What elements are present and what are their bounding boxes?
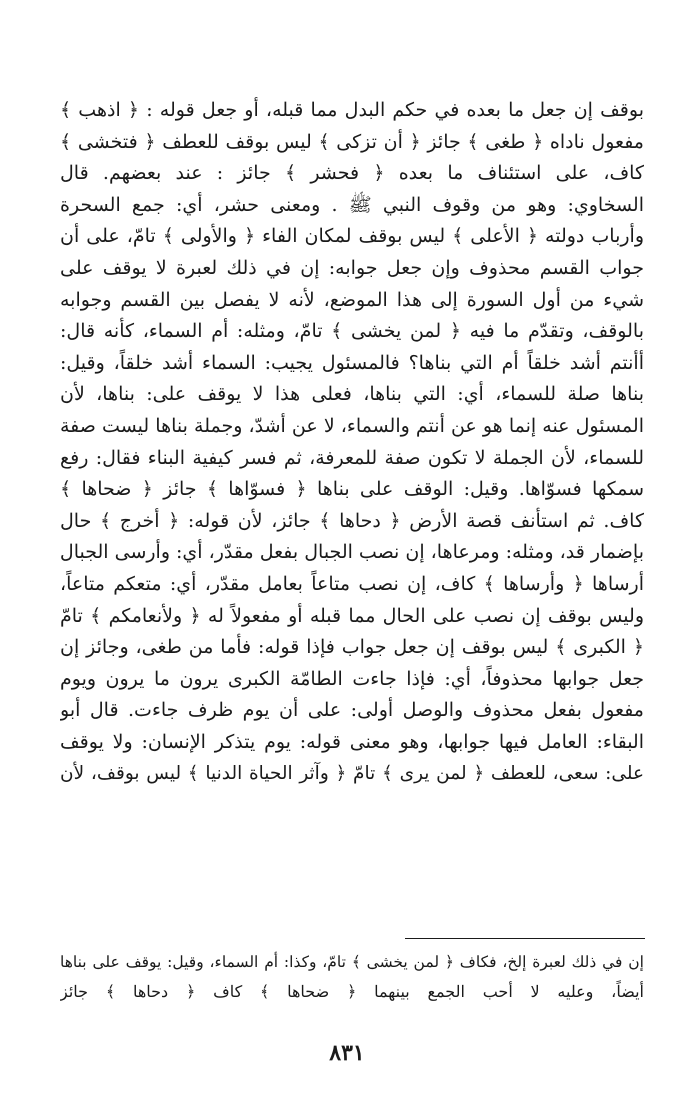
- text-line: وليس بوقف إن نصب على الحال مما قبله أو مفعولاً له ﴿ ولأنعامكم ﴾ تامّ: [60, 604, 644, 627]
- text-line: السخاوي: وهو من وقوف النبي ﷺ . ومعنى حشر، أي: جمع السحرة: [60, 193, 644, 216]
- text-line: بناها صلة للسماء، أي: التي بناها، فعلى هذا لا يوقف على: بناها، لأن: [60, 383, 644, 406]
- text-line: مفعول ناداه ﴿ طغى ﴾ جائز ﴿ أن تزكى ﴾ ليس بوقف للعطف ﴿ فتخشى ﴾: [60, 130, 644, 153]
- text-line: المسئول عنه إنما هو عن أنتم والسماء، لا عن أشدّ، وجملة بناها ليست صفة: [60, 414, 644, 437]
- text-line: على: سعى، للعطف ﴿ لمن يرى ﴾ تامّ ﴿ وآثر الحياة الدنيا ﴾ ليس بوقف، لأن: [60, 763, 644, 785]
- text-line: ﴿ الكبرى ﴾ ليس بوقف إن جعل جواب فإذا قوله: فأما من طغى، وجائز إن: [60, 636, 644, 659]
- text-line: جواب القسم محذوف وإن جعل جوابه: إن في ذلك لعبرة لا يوقف على: [60, 256, 644, 279]
- text-line: البقاء: العامل فيها جوابها، وهو معنى قوله: يوم يتذكر الإنسان: ولا يوقف: [60, 730, 644, 753]
- text-line: سمكها فسوّاها. وقيل: الوقف على بناها ﴿ فسوّاها ﴾ جائز ﴿ ضحاها ﴾: [60, 478, 644, 501]
- text-line: بإضمار قد، ومثله: ومرعاها، إن نصب الجبال بفعل مقدّر، أي: وأرسى الجبال: [60, 541, 644, 564]
- text-line: للسماء، لأن الجملة لا تكون صفة للمعرفة، ثم فسر كيفية البناء فقال: رفع: [60, 446, 644, 469]
- text-line: جعل جوابها محذوفاً، أي: فإذا جاءت الطامّة الكبرى يرون ما يرون ويوم: [60, 667, 644, 690]
- text-line: شيء من أول السورة إلى هذا الموضع، لأنه لا يفصل بين القسم وجوابه: [60, 288, 644, 311]
- footnote-block: [60, 948, 644, 1006]
- text-line: أرساها ﴿ وأرساها ﴾ كاف، إن نصب متاعاً بعامل مقدّر، أي: متعكم متاعاً،: [60, 572, 644, 595]
- footnote-separator: [405, 938, 645, 939]
- text-line: وأرباب دولته ﴿ الأعلى ﴾ ليس بوقف لمكان الفاء ﴿ والأولى ﴾ تامّ، على أن: [60, 225, 644, 248]
- text-line: بالوقف، وتقدّم ما فيه ﴿ لمن يخشى ﴾ تامّ، ومثله: أم السماء، كأنه قال:: [60, 320, 644, 343]
- main-text-block: [60, 95, 644, 790]
- text-line: كاف، على استئناف ما بعده ﴿ فحشر ﴾ جائز : عند بعضهم. قال: [60, 162, 644, 185]
- text-line: مفعول بفعل محذوف والوصل أولى: على أن يوم ظرف جاءت. قال أبو: [60, 699, 644, 722]
- text-line: بوقف إن جعل ما بعده في حكم البدل مما قبله، أو جعل قوله : ﴿ اذهب ﴾: [60, 99, 644, 121]
- page-number: ٨٣١: [329, 1040, 365, 1066]
- text-line: أأنتم أشد خلقاً أم التي بناها؟ فالمسئول يجيب: السماء أشد خلقاً، وقيل:: [60, 351, 644, 374]
- footnote-line: أيضاً، وعليه لا أحب الجمع بينهما ﴿ ضحاها ﴾ كاف ﴿ دحاها ﴾ جائز: [60, 982, 644, 1001]
- footnote-line: إن في ذلك لعبرة إلخ، فكاف ﴿ لمن يخشى ﴾ تامّ، وكذا: أم السماء، وقيل: يوقف على بناها: [60, 953, 644, 971]
- text-line: كاف. ثم استأنف قصة الأرض ﴿ دحاها ﴾ جائز، لأن قوله: ﴿ أخرج ﴾ حال: [60, 509, 644, 532]
